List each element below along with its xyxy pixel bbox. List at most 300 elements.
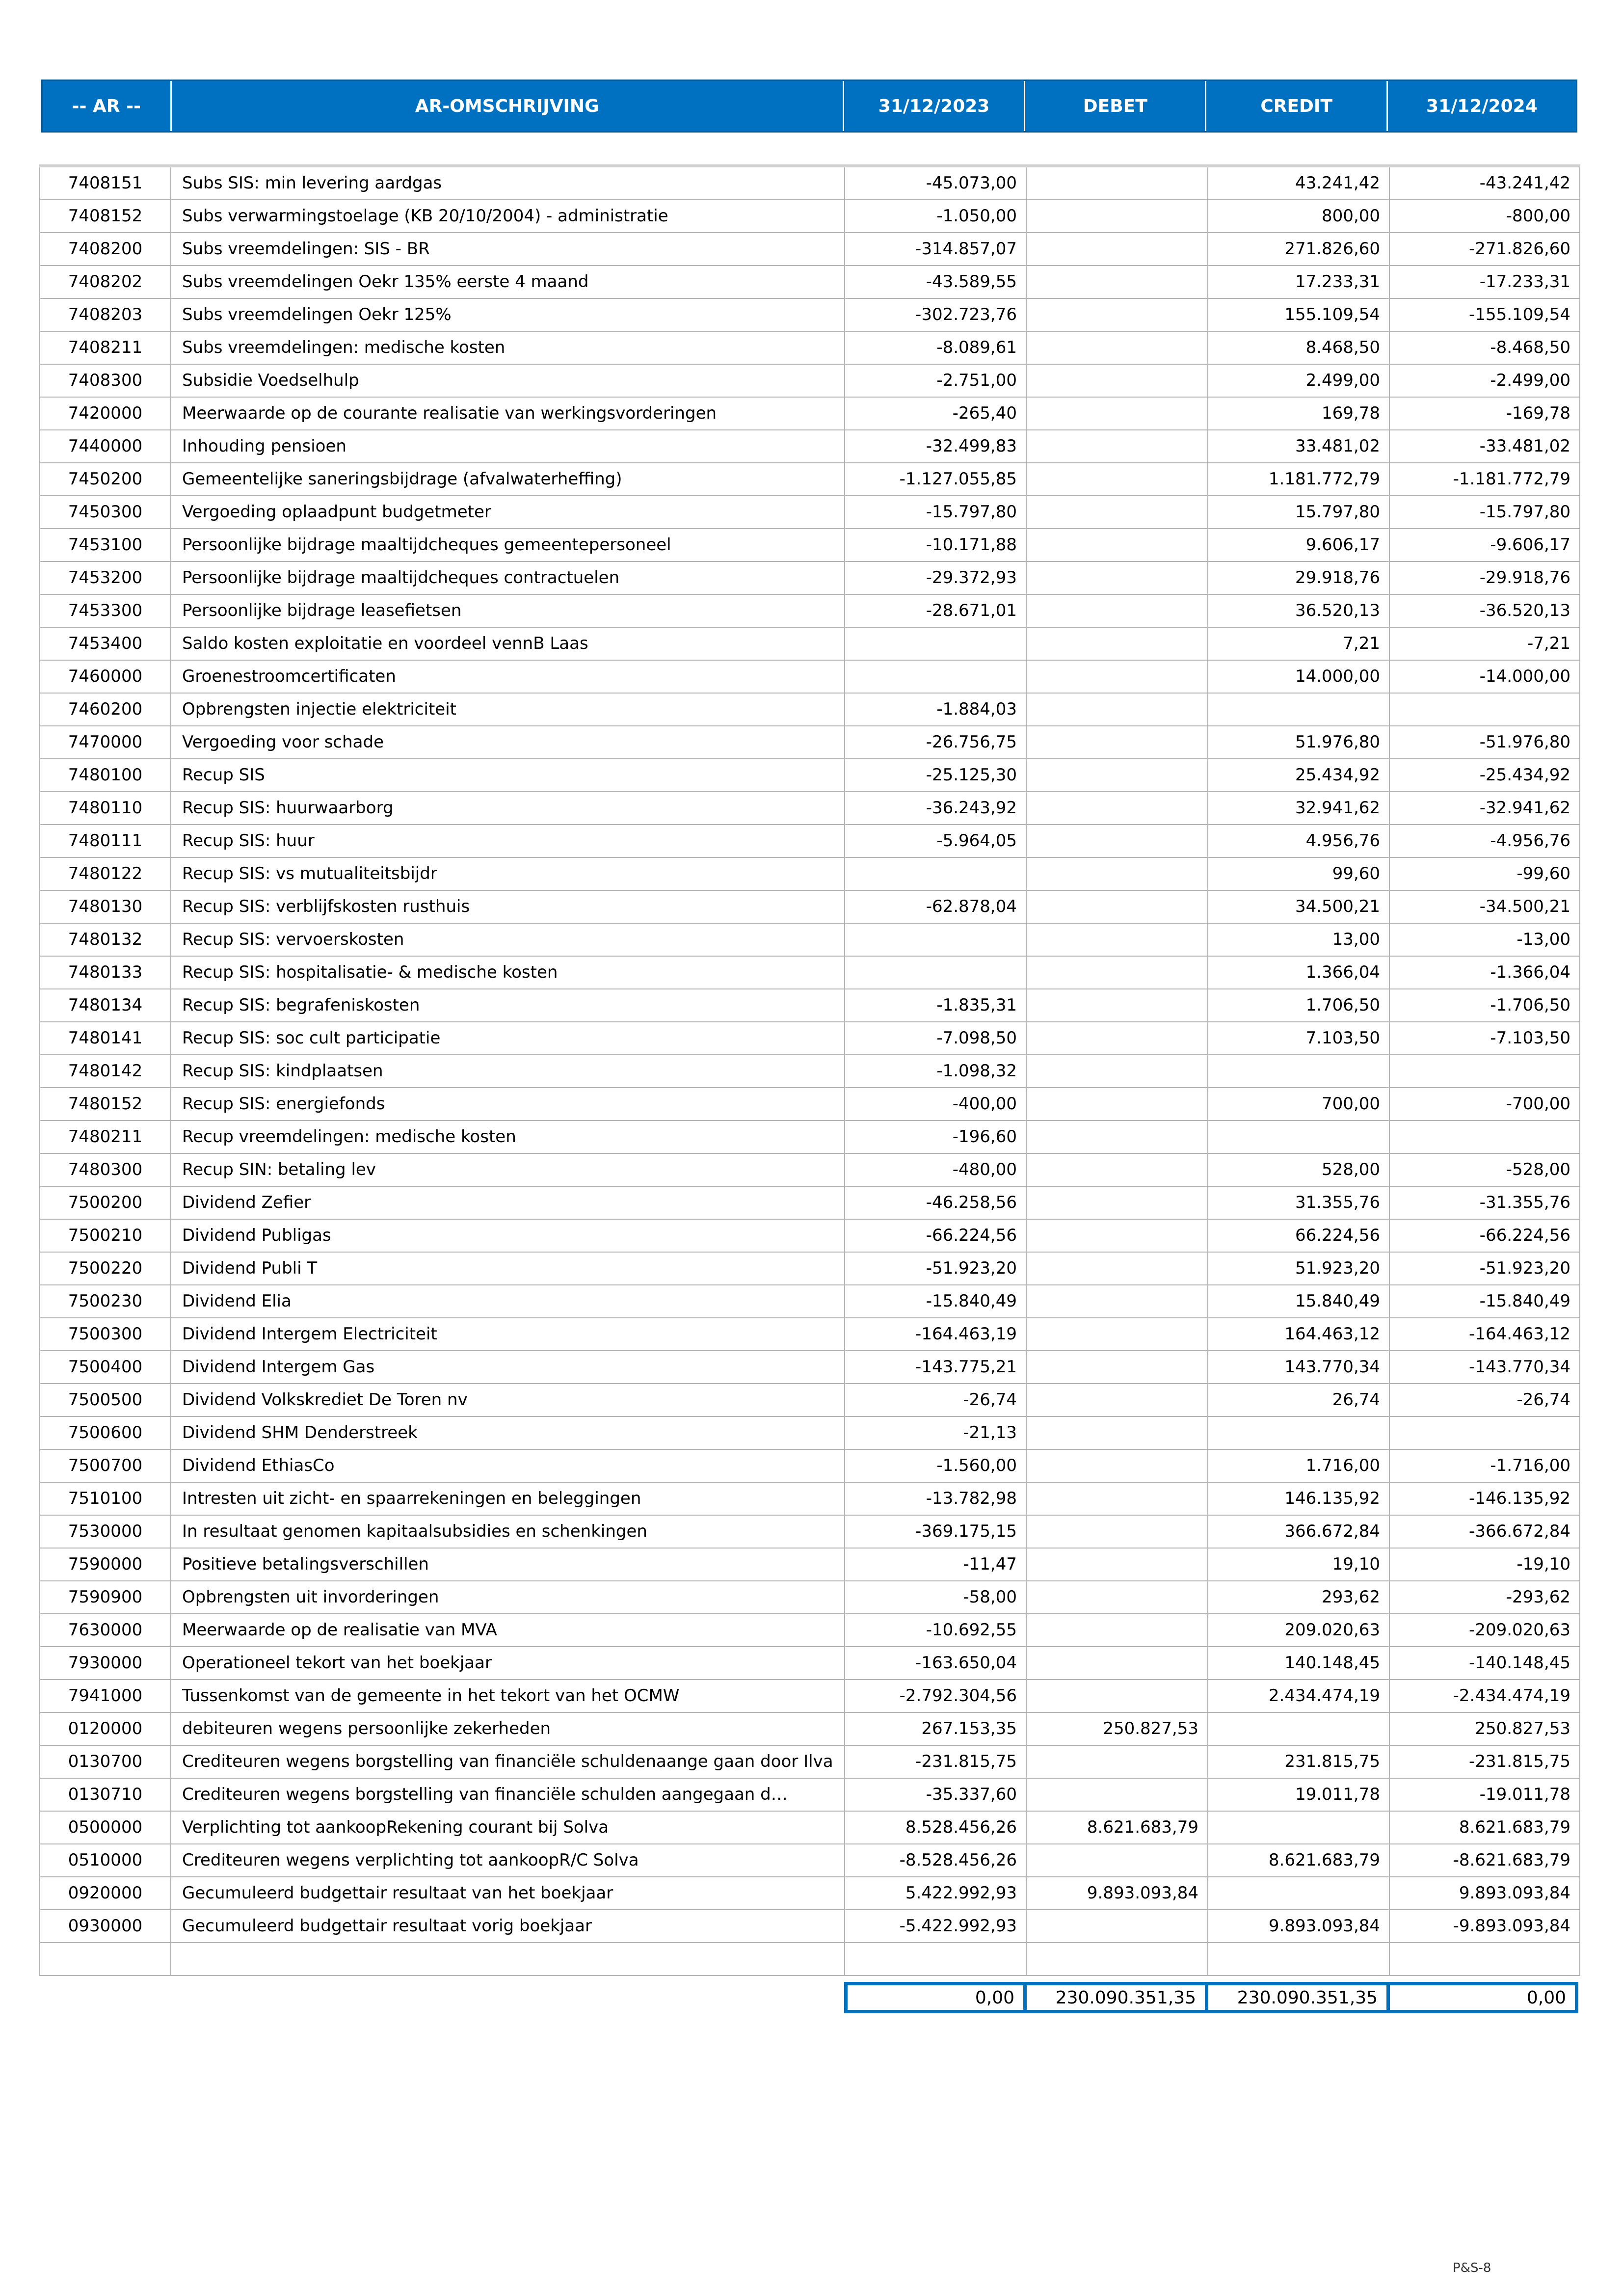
cell-credit: 25.434,92 <box>1208 759 1389 792</box>
cell-debet: 8.621.683,79 <box>1026 1811 1208 1844</box>
cell-debet <box>1026 496 1208 529</box>
cell-2023: -15.840,49 <box>845 1285 1026 1318</box>
totals-row <box>844 1982 1578 2013</box>
cell-ar: 7480110 <box>40 792 171 825</box>
table-row <box>40 1680 1580 1712</box>
cell-credit: 19,10 <box>1208 1548 1389 1581</box>
total-credit: 230.090.351,35 <box>1208 1982 1390 2013</box>
cell-ar: 7941000 <box>40 1680 171 1712</box>
cell-credit: 800,00 <box>1208 200 1389 233</box>
cell-credit: 14.000,00 <box>1208 660 1389 693</box>
cell-debet <box>1026 529 1208 561</box>
cell-2024: -66.224,56 <box>1389 1219 1580 1252</box>
cell-ar: 0920000 <box>40 1877 171 1910</box>
cell-debet <box>1026 1778 1208 1811</box>
cell-2023: -21,13 <box>845 1416 1026 1449</box>
cell-description: Persoonlijke bijdrage maaltijdcheques gemeentepersoneel <box>171 529 845 561</box>
cell-description: Dividend SHM Denderstreek <box>171 1416 845 1449</box>
cell-2024: -32.941,62 <box>1389 792 1580 825</box>
cell-2023: -1.098,32 <box>845 1055 1026 1088</box>
cell-description: Subs vreemdelingen Oekr 125% <box>171 298 845 331</box>
cell-description: Subs vreemdelingen: medische kosten <box>171 331 845 364</box>
page-reference: P&S-8 <box>1453 2261 1491 2275</box>
cell-ar: 0120000 <box>40 1712 171 1745</box>
cell-ar: 7480111 <box>40 825 171 857</box>
cell-2024: -140.148,45 <box>1389 1647 1580 1680</box>
cell-ar: 7480132 <box>40 923 171 956</box>
cell-ar: 7500210 <box>40 1219 171 1252</box>
table-row <box>40 923 1580 956</box>
cell-2024: -51.923,20 <box>1389 1252 1580 1285</box>
table-row <box>40 1088 1580 1121</box>
cell-2024: -700,00 <box>1389 1088 1580 1121</box>
table-row <box>40 627 1580 660</box>
cell-description: Gecumuleerd budgettair resultaat vorig boekjaar <box>171 1910 845 1943</box>
cell-2024: -528,00 <box>1389 1153 1580 1186</box>
cell-credit: 66.224,56 <box>1208 1219 1389 1252</box>
cell-ar: 0510000 <box>40 1844 171 1877</box>
cell-description: Verplichting tot aankoopRekening courant bij Solva <box>171 1811 845 1844</box>
table-row <box>40 726 1580 759</box>
cell-2023: -231.815,75 <box>845 1745 1026 1778</box>
cell-2023 <box>845 857 1026 890</box>
cell-ar: 7480211 <box>40 1121 171 1153</box>
cell-description: Dividend Publigas <box>171 1219 845 1252</box>
table-row <box>40 166 1580 200</box>
cell-description: Recup vreemdelingen: medische kosten <box>171 1121 845 1153</box>
cell-2024: -271.826,60 <box>1389 233 1580 266</box>
cell-2023: -2.792.304,56 <box>845 1680 1026 1712</box>
cell-2023: 5.422.992,93 <box>845 1877 1026 1910</box>
table-row <box>40 1351 1580 1384</box>
cell-2024 <box>1389 1121 1580 1153</box>
cell-2024: -17.233,31 <box>1389 266 1580 298</box>
cell-2024: -51.976,80 <box>1389 726 1580 759</box>
cell-credit: 1.366,04 <box>1208 956 1389 989</box>
cell-2023: -2.751,00 <box>845 364 1026 397</box>
cell-2023: -45.073,00 <box>845 166 1026 200</box>
cell-debet <box>1026 266 1208 298</box>
table-row <box>40 430 1580 463</box>
cell-debet <box>1026 857 1208 890</box>
cell-2023: -51.923,20 <box>845 1252 1026 1285</box>
cell-debet: 250.827,53 <box>1026 1712 1208 1745</box>
cell-description: Meerwaarde op de realisatie van MVA <box>171 1614 845 1647</box>
cell-debet <box>1026 1351 1208 1384</box>
cell-2023: -314.857,07 <box>845 233 1026 266</box>
cell-description: Crediteuren wegens borgstelling van financiële schuldenaange gaan door Ilva <box>171 1745 845 1778</box>
cell-2024: -1.716,00 <box>1389 1449 1580 1482</box>
cell-2023: -26,74 <box>845 1384 1026 1416</box>
cell-description: Persoonlijke bijdrage leasefietsen <box>171 594 845 627</box>
cell-2024: -1.181.772,79 <box>1389 463 1580 496</box>
table-row <box>40 825 1580 857</box>
cell-2024: -36.520,13 <box>1389 594 1580 627</box>
cell-2024: -4.956,76 <box>1389 825 1580 857</box>
cell-2023 <box>845 1943 1026 1976</box>
cell-description: Recup SIS: huur <box>171 825 845 857</box>
cell-description: Inhouding pensioen <box>171 430 845 463</box>
total-2024: 0,00 <box>1390 1982 1578 2013</box>
table-row <box>40 890 1580 923</box>
cell-2024: -25.434,92 <box>1389 759 1580 792</box>
cell-description: Intresten uit zicht- en spaarrekeningen en beleggingen <box>171 1482 845 1515</box>
cell-description: Dividend Intergem Gas <box>171 1351 845 1384</box>
cell-credit: 7,21 <box>1208 627 1389 660</box>
cell-2023: -143.775,21 <box>845 1351 1026 1384</box>
cell-debet <box>1026 989 1208 1022</box>
cell-ar: 0130710 <box>40 1778 171 1811</box>
cell-description: Dividend Publi T <box>171 1252 845 1285</box>
cell-credit: 51.976,80 <box>1208 726 1389 759</box>
table-row <box>40 233 1580 266</box>
cell-credit: 169,78 <box>1208 397 1389 430</box>
cell-debet <box>1026 1318 1208 1351</box>
cell-debet <box>1026 1121 1208 1153</box>
cell-debet <box>1026 561 1208 594</box>
cell-credit: 9.893.093,84 <box>1208 1910 1389 1943</box>
cell-2024: -209.020,63 <box>1389 1614 1580 1647</box>
cell-ar: 7500500 <box>40 1384 171 1416</box>
table-row <box>40 1647 1580 1680</box>
cell-description: Recup SIS: kindplaatsen <box>171 1055 845 1088</box>
cell-description: Crediteuren wegens verplichting tot aankoopR/C Solva <box>171 1844 845 1877</box>
cell-credit <box>1208 1712 1389 1745</box>
cell-credit: 143.770,34 <box>1208 1351 1389 1384</box>
table-row <box>40 1877 1580 1910</box>
cell-ar: 0930000 <box>40 1910 171 1943</box>
cell-ar: 7480122 <box>40 857 171 890</box>
cell-2023: -265,40 <box>845 397 1026 430</box>
table-row <box>40 561 1580 594</box>
cell-2023 <box>845 660 1026 693</box>
cell-description: Dividend Intergem Electriciteit <box>171 1318 845 1351</box>
cell-debet <box>1026 1055 1208 1088</box>
cell-ar: 7510100 <box>40 1482 171 1515</box>
cell-credit: 528,00 <box>1208 1153 1389 1186</box>
cell-debet <box>1026 331 1208 364</box>
table-row <box>40 1252 1580 1285</box>
cell-2023: -28.671,01 <box>845 594 1026 627</box>
cell-debet <box>1026 1844 1208 1877</box>
cell-debet <box>1026 1153 1208 1186</box>
cell-credit: 51.923,20 <box>1208 1252 1389 1285</box>
cell-credit: 209.020,63 <box>1208 1614 1389 1647</box>
cell-debet <box>1026 1548 1208 1581</box>
cell-credit <box>1208 1055 1389 1088</box>
cell-2023: -25.125,30 <box>845 759 1026 792</box>
cell-ar: 0500000 <box>40 1811 171 1844</box>
cell-2024: -2.434.474,19 <box>1389 1680 1580 1712</box>
cell-2023 <box>845 956 1026 989</box>
table-row <box>40 1285 1580 1318</box>
table-row <box>40 1416 1580 1449</box>
cell-ar: 7453100 <box>40 529 171 561</box>
accounts-table <box>39 164 1580 1976</box>
cell-2023: -43.589,55 <box>845 266 1026 298</box>
cell-2023 <box>845 923 1026 956</box>
cell-credit: 15.797,80 <box>1208 496 1389 529</box>
cell-credit: 1.706,50 <box>1208 989 1389 1022</box>
cell-debet <box>1026 1252 1208 1285</box>
cell-credit: 9.606,17 <box>1208 529 1389 561</box>
cell-description: Recup SIS: energiefonds <box>171 1088 845 1121</box>
cell-2024: -19.011,78 <box>1389 1778 1580 1811</box>
cell-ar: 7450300 <box>40 496 171 529</box>
cell-debet <box>1026 298 1208 331</box>
cell-ar <box>40 1943 171 1976</box>
cell-credit <box>1208 1877 1389 1910</box>
table-row <box>40 857 1580 890</box>
cell-2023: -7.098,50 <box>845 1022 1026 1055</box>
cell-ar: 7500200 <box>40 1186 171 1219</box>
cell-2024: -2.499,00 <box>1389 364 1580 397</box>
cell-debet <box>1026 1285 1208 1318</box>
cell-description: Saldo kosten exploitatie en voordeel vennB Laas <box>171 627 845 660</box>
cell-ar: 7408203 <box>40 298 171 331</box>
table-row <box>40 1186 1580 1219</box>
cell-credit: 29.918,76 <box>1208 561 1389 594</box>
cell-2023: -302.723,76 <box>845 298 1026 331</box>
cell-2024: -99,60 <box>1389 857 1580 890</box>
cell-credit: 2.499,00 <box>1208 364 1389 397</box>
table-row <box>40 1745 1580 1778</box>
cell-ar: 7480134 <box>40 989 171 1022</box>
table-row <box>40 594 1580 627</box>
table-row <box>40 792 1580 825</box>
cell-debet <box>1026 1416 1208 1449</box>
cell-2024: -169,78 <box>1389 397 1580 430</box>
cell-2024: -7,21 <box>1389 627 1580 660</box>
table-row <box>40 1943 1580 1976</box>
table-row <box>40 298 1580 331</box>
cell-debet <box>1026 1680 1208 1712</box>
cell-2023: -5.964,05 <box>845 825 1026 857</box>
cell-2024: -15.797,80 <box>1389 496 1580 529</box>
cell-credit: 32.941,62 <box>1208 792 1389 825</box>
cell-2024: -8.468,50 <box>1389 331 1580 364</box>
cell-description: Recup SIS: soc cult participatie <box>171 1022 845 1055</box>
cell-description: Dividend Volkskrediet De Toren nv <box>171 1384 845 1416</box>
cell-2024: -164.463,12 <box>1389 1318 1580 1351</box>
cell-2024: -1.706,50 <box>1389 989 1580 1022</box>
cell-2023: 267.153,35 <box>845 1712 1026 1745</box>
cell-2024: -9.606,17 <box>1389 529 1580 561</box>
table-row <box>40 1384 1580 1416</box>
cell-ar: 7453400 <box>40 627 171 660</box>
cell-2023: -66.224,56 <box>845 1219 1026 1252</box>
cell-description <box>171 1943 845 1976</box>
header-omschrijving: AR-OMSCHRIJVING <box>172 81 844 131</box>
cell-debet <box>1026 1088 1208 1121</box>
cell-description: Recup SIS: vervoerskosten <box>171 923 845 956</box>
cell-2023: -163.650,04 <box>845 1647 1026 1680</box>
cell-debet <box>1026 956 1208 989</box>
cell-description: Recup SIS <box>171 759 845 792</box>
cell-ar: 7480142 <box>40 1055 171 1088</box>
cell-description: Opbrengsten uit invorderingen <box>171 1581 845 1614</box>
cell-2024: -366.672,84 <box>1389 1515 1580 1548</box>
cell-2024: -19,10 <box>1389 1548 1580 1581</box>
cell-ar: 7408300 <box>40 364 171 397</box>
cell-2023: -400,00 <box>845 1088 1026 1121</box>
cell-2024: 250.827,53 <box>1389 1712 1580 1745</box>
cell-description: Recup SIS: vs mutualiteitsbijdr <box>171 857 845 890</box>
table-row <box>40 364 1580 397</box>
cell-debet <box>1026 1745 1208 1778</box>
cell-description: Recup SIS: begrafeniskosten <box>171 989 845 1022</box>
cell-2024: -143.770,34 <box>1389 1351 1580 1384</box>
cell-2023: -1.835,31 <box>845 989 1026 1022</box>
cell-credit: 231.815,75 <box>1208 1745 1389 1778</box>
cell-debet <box>1026 166 1208 200</box>
cell-description: Vergoeding voor schade <box>171 726 845 759</box>
cell-debet <box>1026 594 1208 627</box>
cell-2023: -35.337,60 <box>845 1778 1026 1811</box>
cell-credit: 2.434.474,19 <box>1208 1680 1389 1712</box>
cell-credit <box>1208 1416 1389 1449</box>
cell-2023: -62.878,04 <box>845 890 1026 923</box>
cell-2024 <box>1389 1416 1580 1449</box>
cell-2023: -13.782,98 <box>845 1482 1026 1515</box>
cell-2023: -26.756,75 <box>845 726 1026 759</box>
cell-2024: -7.103,50 <box>1389 1022 1580 1055</box>
cell-debet <box>1026 693 1208 726</box>
cell-2024: -155.109,54 <box>1389 298 1580 331</box>
cell-2023: -29.372,93 <box>845 561 1026 594</box>
total-debet: 230.090.351,35 <box>1027 1982 1208 2013</box>
cell-debet: 9.893.093,84 <box>1026 1877 1208 1910</box>
table-row <box>40 989 1580 1022</box>
table-row <box>40 397 1580 430</box>
cell-description: Dividend Elia <box>171 1285 845 1318</box>
cell-description: Vergoeding oplaadpunt budgetmeter <box>171 496 845 529</box>
cell-description: Subs SIS: min levering aardgas <box>171 166 845 200</box>
cell-2023 <box>845 627 1026 660</box>
cell-ar: 7480100 <box>40 759 171 792</box>
total-2023: 0,00 <box>844 1982 1027 2013</box>
table-row <box>40 1121 1580 1153</box>
cell-description: Recup SIS: huurwaarborg <box>171 792 845 825</box>
cell-description: Dividend EthiasCo <box>171 1449 845 1482</box>
cell-2023: 8.528.456,26 <box>845 1811 1026 1844</box>
cell-2024: -33.481,02 <box>1389 430 1580 463</box>
cell-description: Subs vreemdelingen Oekr 135% eerste 4 maand <box>171 266 845 298</box>
cell-debet <box>1026 1186 1208 1219</box>
cell-ar: 7470000 <box>40 726 171 759</box>
cell-ar: 7408151 <box>40 166 171 200</box>
table-row <box>40 1712 1580 1745</box>
cell-ar: 7460200 <box>40 693 171 726</box>
cell-ar: 0130700 <box>40 1745 171 1778</box>
cell-credit: 99,60 <box>1208 857 1389 890</box>
cell-credit: 140.148,45 <box>1208 1647 1389 1680</box>
cell-2023: -1.050,00 <box>845 200 1026 233</box>
cell-ar: 7480133 <box>40 956 171 989</box>
cell-ar: 7500300 <box>40 1318 171 1351</box>
cell-debet <box>1026 364 1208 397</box>
cell-2024: -26,74 <box>1389 1384 1580 1416</box>
cell-ar: 7590900 <box>40 1581 171 1614</box>
cell-description: Groenestroomcertificaten <box>171 660 845 693</box>
cell-2023: -46.258,56 <box>845 1186 1026 1219</box>
cell-debet <box>1026 726 1208 759</box>
cell-ar: 7630000 <box>40 1614 171 1647</box>
cell-2023: -15.797,80 <box>845 496 1026 529</box>
cell-debet <box>1026 1022 1208 1055</box>
cell-ar: 7408211 <box>40 331 171 364</box>
cell-2023: -196,60 <box>845 1121 1026 1153</box>
cell-2024: -31.355,76 <box>1389 1186 1580 1219</box>
cell-credit: 31.355,76 <box>1208 1186 1389 1219</box>
cell-2024: 9.893.093,84 <box>1389 1877 1580 1910</box>
cell-credit: 155.109,54 <box>1208 298 1389 331</box>
cell-2023: -164.463,19 <box>845 1318 1026 1351</box>
cell-credit: 36.520,13 <box>1208 594 1389 627</box>
cell-debet <box>1026 759 1208 792</box>
cell-credit: 33.481,02 <box>1208 430 1389 463</box>
table-row <box>40 331 1580 364</box>
table-row <box>40 1548 1580 1581</box>
cell-credit: 366.672,84 <box>1208 1515 1389 1548</box>
cell-debet <box>1026 1515 1208 1548</box>
cell-debet <box>1026 660 1208 693</box>
cell-ar: 7500700 <box>40 1449 171 1482</box>
table-row <box>40 693 1580 726</box>
cell-debet <box>1026 1910 1208 1943</box>
cell-debet <box>1026 233 1208 266</box>
header-debet: DEBET <box>1025 81 1206 131</box>
cell-credit: 164.463,12 <box>1208 1318 1389 1351</box>
cell-debet <box>1026 463 1208 496</box>
cell-debet <box>1026 1943 1208 1976</box>
cell-ar: 7930000 <box>40 1647 171 1680</box>
cell-2023: -1.127.055,85 <box>845 463 1026 496</box>
cell-debet <box>1026 890 1208 923</box>
header-ar: -- AR -- <box>43 81 172 131</box>
cell-ar: 7453300 <box>40 594 171 627</box>
cell-description: Meerwaarde op de courante realisatie van werkingsvorderingen <box>171 397 845 430</box>
cell-credit: 4.956,76 <box>1208 825 1389 857</box>
table-row <box>40 1482 1580 1515</box>
cell-ar: 7420000 <box>40 397 171 430</box>
cell-description: debiteuren wegens persoonlijke zekerheden <box>171 1712 845 1745</box>
cell-debet <box>1026 1581 1208 1614</box>
table-row <box>40 1844 1580 1877</box>
cell-2024: -29.918,76 <box>1389 561 1580 594</box>
cell-credit: 43.241,42 <box>1208 166 1389 200</box>
cell-debet <box>1026 430 1208 463</box>
cell-2024: -146.135,92 <box>1389 1482 1580 1515</box>
cell-2023: -8.528.456,26 <box>845 1844 1026 1877</box>
cell-2024: -9.893.093,84 <box>1389 1910 1580 1943</box>
header-credit: CREDIT <box>1206 81 1387 131</box>
cell-ar: 7460000 <box>40 660 171 693</box>
cell-ar: 7500400 <box>40 1351 171 1384</box>
cell-description: Operationeel tekort van het boekjaar <box>171 1647 845 1680</box>
cell-description: Recup SIN: betaling lev <box>171 1153 845 1186</box>
table-row <box>40 1614 1580 1647</box>
cell-2024 <box>1389 1943 1580 1976</box>
cell-2023: -1.560,00 <box>845 1449 1026 1482</box>
cell-credit: 146.135,92 <box>1208 1482 1389 1515</box>
cell-description: Persoonlijke bijdrage maaltijdcheques contractuelen <box>171 561 845 594</box>
cell-2023: -11,47 <box>845 1548 1026 1581</box>
cell-ar: 7500230 <box>40 1285 171 1318</box>
cell-2024 <box>1389 1055 1580 1088</box>
cell-ar: 7530000 <box>40 1515 171 1548</box>
cell-description: Recup SIS: hospitalisatie- & medische kosten <box>171 956 845 989</box>
